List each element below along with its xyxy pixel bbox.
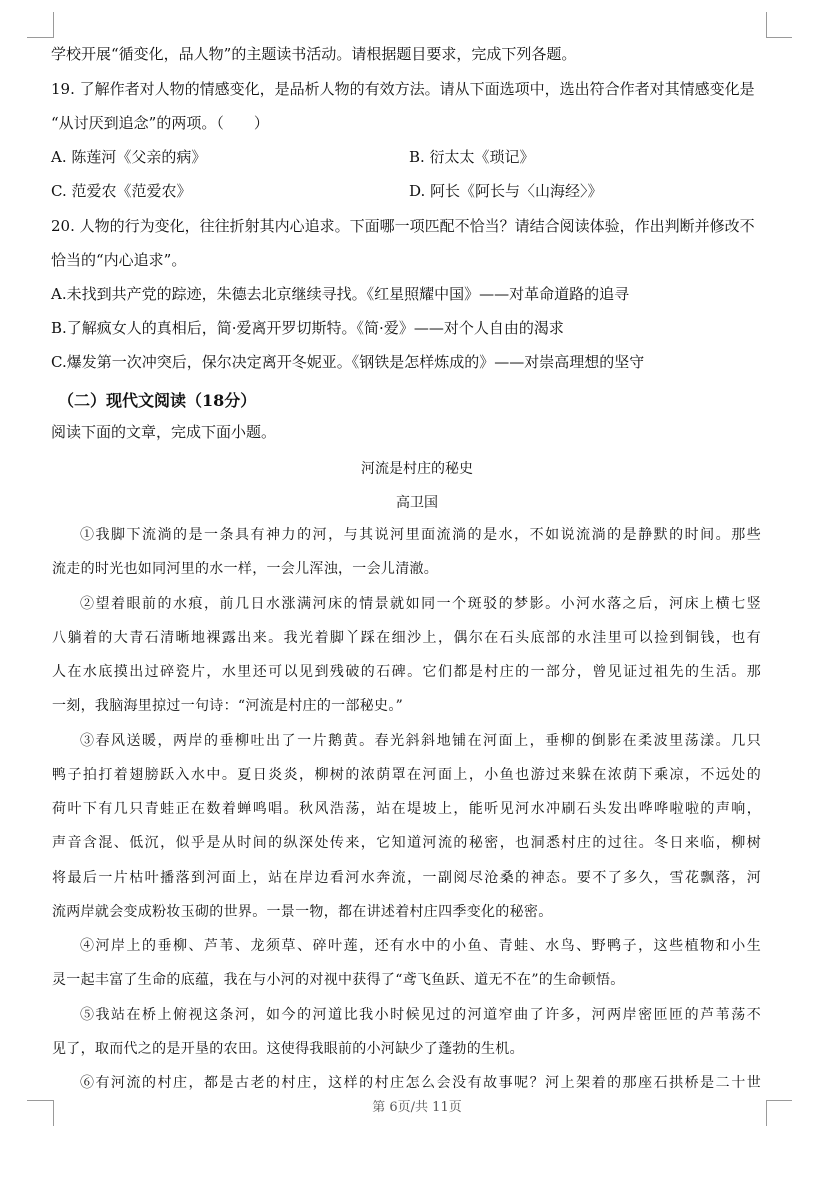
crop-mark-top-right-h: [766, 37, 792, 38]
reading-instruction: 阅读下面的文章，完成下面小题。: [51, 423, 277, 441]
option-d: D. 阿长《阿长与〈山海经〉》: [409, 182, 603, 200]
question-19-stem-cont: “从讨厌到追念”的两项。（ ）: [51, 114, 269, 132]
question-20-stem: 20. 人物的行为变化，往往折射其内心追求。下面哪一项匹配不恰当？请结合阅读体验，作出判断并修改不: [51, 217, 755, 235]
crop-mark-top-left-v: [53, 12, 54, 38]
crop-mark-top-left-h: [27, 37, 53, 38]
article-line: ③春风送暖，两岸的垂柳吐出了一片鹅黄。春光斜斜地铺在河面上，垂柳的倒影在柔波里荡漾。几只: [80, 733, 761, 749]
crop-mark-top-right-v: [766, 12, 767, 38]
article-line: 声音含混、低沉，似乎是从时间的纵深处传来，它知道河流的秘密，也洞悉村庄的过往。冬日来临，柳树: [52, 835, 761, 851]
article-line: 流走的时光也如同河里的水一样，一会儿浑浊，一会儿清澈。: [52, 561, 439, 577]
article-title: 河流是村庄的秘史: [361, 461, 473, 477]
question-20-item-b: B.了解疯女人的真相后，简·爱离开罗切斯特。《简·爱》——对个人自由的渴求: [51, 319, 564, 337]
activity-intro: 学校开展“循变化，品人物”的主题读书活动。请根据题目要求，完成下列各题。: [51, 45, 577, 63]
article-line: 流两岸就会变成粉妆玉砌的世界。一景一物，都在讲述着村庄四季变化的秘密。: [52, 904, 553, 920]
option-c: C. 范爱农《范爱农》: [51, 182, 192, 200]
article-line: 灵一起丰富了生命的底蕴，我在与小河的对视中获得了“鸢飞鱼跃、道无不在”的生命顿悟。: [52, 972, 625, 988]
page-number: 第 6页/共 11页: [372, 1100, 462, 1115]
article-line: 八躺着的大青石清晰地裸露出来。我光着脚丫踩在细沙上，偶尔在石头底部的水洼里可以捡到铜钱，也有: [52, 630, 761, 646]
article-line: 人在水底摸出过碎瓷片，水里还可以见到残破的石碑。它们都是村庄的一部分，曾见证过祖先的生活。那: [52, 664, 761, 680]
article-line: ②望着眼前的水痕，前几日水涨满河床的情景就如同一个斑驳的梦影。小河水落之后，河床上横七竖: [80, 596, 761, 612]
article-line: ④河岸上的垂柳、芦苇、龙须草、碎叶莲，还有水中的小鱼、青蛙、水鸟、野鸭子，这些植物和小生: [80, 938, 761, 954]
question-20-item-a: A.未找到共产党的踪迹，朱德去北京继续寻找。《红星照耀中国》——对革命道路的追寻: [51, 285, 630, 303]
question-20-item-c: C.爆发第一次冲突后，保尔决定离开冬妮亚。《钢铁是怎样炼成的》——对崇高理想的坚守: [51, 353, 645, 371]
section-heading: （二）现代文阅读（18分）: [58, 391, 257, 410]
article-line: ⑤我站在桥上俯视这条河，如今的河道比我小时候见过的河道窄曲了许多，河两岸密匝匝的芦苇荡不: [80, 1007, 761, 1023]
article-line: ⑥有河流的村庄，都是古老的村庄，这样的村庄怎么会没有故事呢？河上架着的那座石拱桥是二十世: [80, 1075, 761, 1091]
article-line: 将最后一片枯叶播落到河面上，站在岸边看河水奔流，一副阅尽沧桑的神态。要不了多久，雪花飘落，河: [52, 870, 761, 886]
question-19-stem: 19. 了解作者对人物的情感变化，是品析人物的有效方法。请从下面选项中，选出符合作者对其情感变化是: [51, 80, 755, 98]
question-20-stem-cont: 恰当的“内心追求”。: [51, 251, 187, 269]
option-a: A. 陈莲河《父亲的病》: [51, 148, 207, 166]
article-line: ①我脚下流淌的是一条具有神力的河，与其说河里面流淌的是水，不如说流淌的是静默的时间。那些: [80, 527, 761, 543]
option-b: B. 衍太太《琐记》: [409, 148, 535, 166]
article-line: 荷叶下有几只青蛙正在数着蝉鸣唱。秋风浩荡，站在堤坡上，能听见河水冲刷石头发出哗哗啦啦的声响，: [52, 801, 761, 817]
article-author: 高卫国: [396, 495, 438, 511]
article-line: 见了，取而代之的是开垦的农田。这使得我眼前的小河缺少了蓬勃的生机。: [52, 1041, 524, 1057]
article-line: 一刻，我脑海里掠过一句诗：“河流是村庄的一部秘史。”: [52, 698, 404, 714]
article-line: 鸭子拍打着翅膀跃入水中。夏日炎炎，柳树的浓荫罩在河面上，小鱼也游过来躲在浓荫下乘凉，不远处的: [52, 767, 761, 783]
